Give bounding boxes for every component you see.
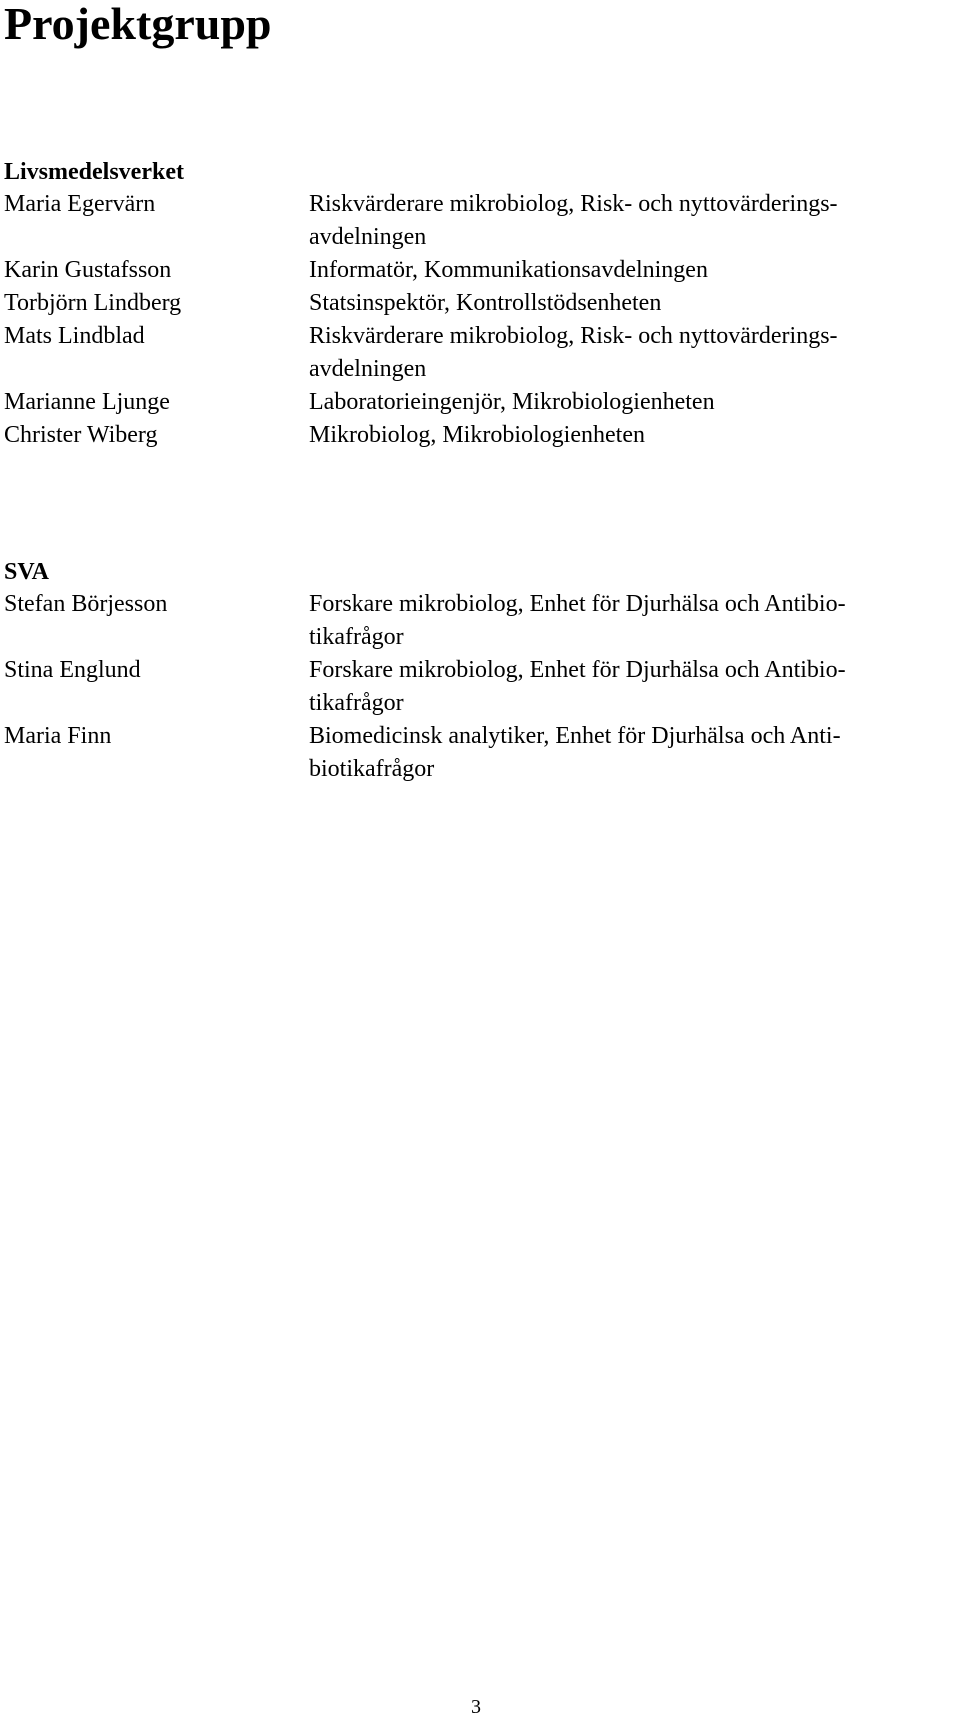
section-sva	[4, 557, 954, 786]
member-row	[4, 419, 954, 452]
section-livsmedelsverket	[4, 157, 954, 452]
member-role-line: Riskvärderare mikrobiolog, Risk- och nyttovärderings-	[309, 191, 838, 217]
member-role-line: Riskvärderare mikrobiolog, Risk- och nyttovärderings-	[309, 323, 838, 349]
member-role-line: avdelningen	[309, 356, 427, 382]
member-name: Christer Wiberg	[4, 422, 158, 448]
member-role	[309, 188, 954, 254]
member-role-line: Forskare mikrobiolog, Enhet för Djurhälsa och Antibio-	[309, 657, 846, 683]
organization-heading: SVA	[4, 559, 49, 585]
member-role-line: Biomedicinsk analytiker, Enhet för Djurhälsa och Anti-	[309, 723, 841, 749]
member-row	[4, 254, 954, 287]
member-row	[4, 654, 954, 720]
organization-heading: Livsmedelsverket	[4, 159, 184, 185]
member-role	[309, 588, 954, 654]
member-row	[4, 287, 954, 320]
member-name: Stina Englund	[4, 657, 141, 683]
member-role-line: Mikrobiolog, Mikrobiologienheten	[309, 422, 645, 448]
member-role	[309, 720, 954, 786]
member-role	[309, 287, 954, 320]
member-row	[4, 720, 954, 786]
member-name: Stefan Börjesson	[4, 591, 168, 617]
member-role	[309, 386, 954, 419]
member-row	[4, 320, 954, 386]
member-role-line: avdelningen	[309, 224, 427, 250]
member-name: Karin Gustafsson	[4, 257, 172, 283]
member-role-line: tikafrågor	[309, 624, 404, 650]
member-role-line: Informatör, Kommunikationsavdelningen	[309, 257, 708, 283]
member-role	[309, 419, 954, 452]
member-role-line: tikafrågor	[309, 690, 404, 716]
member-role	[309, 654, 954, 720]
member-name: Marianne Ljunge	[4, 389, 170, 415]
member-name: Mats Lindblad	[4, 323, 145, 349]
member-name: Torbjörn Lindberg	[4, 290, 182, 316]
member-name: Maria Finn	[4, 723, 112, 749]
member-row	[4, 188, 954, 254]
member-name: Maria Egervärn	[4, 191, 156, 217]
member-role-line: biotikafrågor	[309, 756, 435, 782]
member-role	[309, 320, 954, 386]
member-row	[4, 588, 954, 654]
member-role-line: Statsinspektör, Kontrollstödsenheten	[309, 290, 662, 316]
member-role	[309, 254, 954, 287]
page-title: Projektgrupp	[4, 0, 272, 49]
page-number: 3	[471, 1696, 481, 1718]
member-role-line: Forskare mikrobiolog, Enhet för Djurhälsa och Antibio-	[309, 591, 846, 617]
member-row	[4, 386, 954, 419]
member-role-line: Laboratorieingenjör, Mikrobiologienheten	[309, 389, 715, 415]
